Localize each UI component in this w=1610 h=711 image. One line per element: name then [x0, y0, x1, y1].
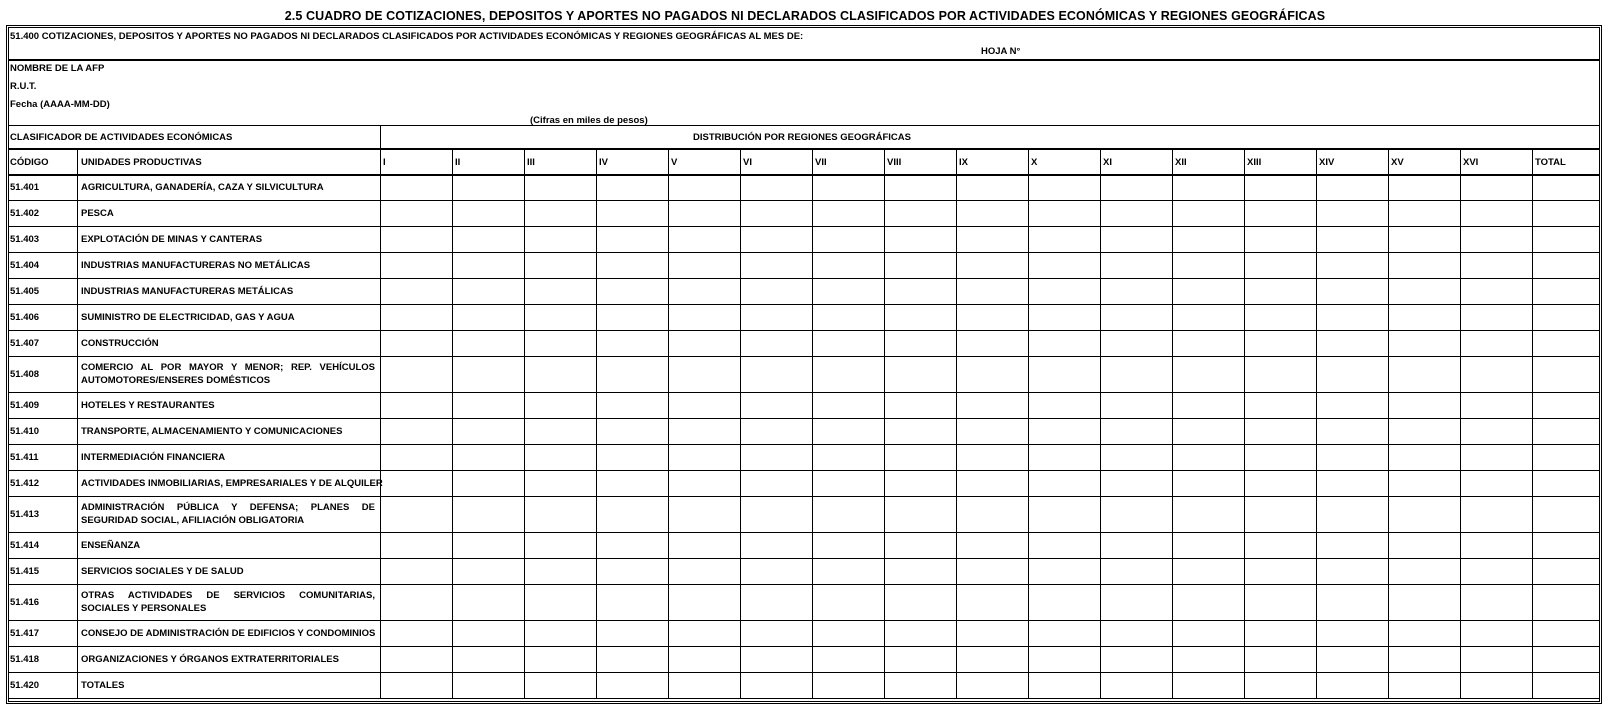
row-divider	[8, 672, 1600, 673]
row-divider	[8, 558, 1600, 559]
row-code: 51.412	[10, 478, 40, 489]
region-column-header: III	[527, 157, 535, 168]
row-description: EXPLOTACIÓN DE MINAS Y CANTERAS	[81, 234, 263, 245]
region-column-header: TOTAL	[1535, 157, 1566, 168]
region-column-header: XIII	[1247, 157, 1262, 168]
row-code: 51.413	[10, 509, 40, 520]
region-column-divider	[1028, 148, 1029, 698]
region-column-header: X	[1031, 157, 1038, 168]
row-divider	[8, 444, 1600, 445]
row-code: 51.406	[10, 312, 40, 323]
region-column-divider	[668, 148, 669, 698]
region-column-divider	[1460, 148, 1461, 698]
row-divider	[8, 356, 1600, 357]
row-description: CONSEJO DE ADMINISTRACIÓN DE EDIFICIOS Y CONDOMINIOS	[81, 628, 376, 639]
row-description: AGRICULTURA, GANADERÍA, CAZA Y SILVICULTURA	[81, 182, 324, 193]
region-column-divider	[1532, 148, 1533, 698]
header-divider	[8, 59, 1600, 61]
row-divider	[8, 620, 1600, 621]
region-column-header: II	[455, 157, 461, 168]
region-column-divider	[884, 148, 885, 698]
row-divider	[8, 226, 1600, 227]
row-code: 51.401	[10, 182, 40, 193]
row-description: ADMINISTRACIÓN PÚBLICA Y DEFENSA; PLANES DE SEGURIDAD SOCIAL, AFILIACIÓN OBLIGATORIA	[81, 502, 375, 526]
rut-label: R.U.T.	[10, 81, 37, 92]
row-description: PESCA	[81, 208, 114, 219]
row-divider	[8, 698, 1600, 699]
row-code: 51.408	[10, 369, 40, 380]
row-divider	[8, 252, 1600, 253]
row-divider	[8, 278, 1600, 279]
units-column-header: UNIDADES PRODUCTIVAS	[81, 157, 202, 168]
row-description: INTERMEDIACIÓN FINANCIERA	[81, 452, 226, 463]
row-divider	[8, 330, 1600, 331]
row-description: SERVICIOS SOCIALES Y DE SALUD	[81, 566, 244, 577]
row-code: 51.403	[10, 234, 40, 245]
row-description: TRANSPORTE, ALMACENAMIENTO Y COMUNICACIONES	[81, 426, 343, 437]
region-column-divider	[1100, 148, 1101, 698]
row-code: 51.404	[10, 260, 40, 271]
section-header: 51.400 COTIZACIONES, DEPOSITOS Y APORTES NO PAGADOS NI DECLARADOS CLASIFICADOS POR ACTIVIDADES ECONÓMICAS Y REGIONES GEOGRÁFICAS AL MES DE:	[10, 31, 804, 42]
region-column-header: XII	[1175, 157, 1187, 168]
row-description: INDUSTRIAS MANUFACTURERAS METÁLICAS	[81, 286, 294, 297]
row-divider	[8, 496, 1600, 497]
region-column-header: VII	[815, 157, 827, 168]
region-column-header: IV	[599, 157, 608, 168]
row-description: OTRAS ACTIVIDADES DE SERVICIOS COMUNITARIAS, SOCIALES Y PERSONALES	[81, 590, 375, 614]
row-description: ACTIVIDADES INMOBILIARIAS, EMPRESARIALES Y DE ALQUILER	[81, 478, 383, 489]
row-description: INDUSTRIAS MANUFACTURERAS NO METÁLICAS	[81, 260, 311, 271]
region-column-header: XIV	[1319, 157, 1335, 168]
classifier-divider	[380, 125, 381, 698]
page-title: 2.5 CUADRO DE COTIZACIONES, DEPOSITOS Y APORTES NO PAGADOS NI DECLARADOS CLASIFICADOS POR ACTIVIDADES ECONÓMICAS Y REGIONES GEOGRÁFICAS	[284, 9, 1326, 23]
region-column-divider	[1316, 148, 1317, 698]
afp-name-label: NOMBRE DE LA AFP	[10, 63, 105, 74]
region-column-divider	[1244, 148, 1245, 698]
region-column-divider	[1172, 148, 1173, 698]
region-column-header: IX	[959, 157, 968, 168]
region-column-divider	[596, 148, 597, 698]
region-column-divider	[524, 148, 525, 698]
row-description: HOTELES Y RESTAURANTES	[81, 400, 215, 411]
row-code: 51.418	[10, 654, 40, 665]
row-code: 51.405	[10, 286, 40, 297]
row-divider	[8, 646, 1600, 647]
region-column-header: XV	[1391, 157, 1404, 168]
region-column-divider	[1388, 148, 1389, 698]
row-divider	[8, 200, 1600, 201]
row-description: TOTALES	[81, 680, 125, 691]
row-divider	[8, 304, 1600, 305]
row-divider	[8, 584, 1600, 585]
row-code: 51.407	[10, 338, 40, 349]
row-code: 51.417	[10, 628, 40, 639]
row-code: 51.420	[10, 680, 40, 691]
row-code: 51.411	[10, 452, 39, 463]
region-column-divider	[740, 148, 741, 698]
date-label: Fecha (AAAA-MM-DD)	[10, 99, 110, 110]
row-divider	[8, 392, 1600, 393]
row-divider	[8, 532, 1600, 533]
header-divider	[8, 148, 1600, 150]
classifier-header: CLASIFICADOR DE ACTIVIDADES ECONÓMICAS	[10, 132, 233, 143]
row-description: COMERCIO AL POR MAYOR Y MENOR; REP. VEHÍCULOS AUTOMOTORES/ENSERES DOMÉSTICOS	[81, 362, 375, 386]
row-description: ENSEÑANZA	[81, 540, 141, 551]
row-divider	[8, 418, 1600, 419]
region-column-header: VIII	[887, 157, 902, 168]
hoja-label: HOJA N°	[981, 46, 1021, 57]
row-code: 51.415	[10, 566, 40, 577]
row-description: ORGANIZACIONES Y ÓRGANOS EXTRATERRITORIALES	[81, 654, 339, 665]
region-column-divider	[812, 148, 813, 698]
row-divider	[8, 470, 1600, 471]
row-code: 51.410	[10, 426, 40, 437]
row-description: CONSTRUCCIÓN	[81, 338, 159, 349]
code-column-divider	[77, 148, 78, 698]
row-code: 51.402	[10, 208, 40, 219]
units-note: (Cifras en miles de pesos)	[530, 115, 648, 126]
header-divider	[8, 125, 1600, 126]
region-column-header: XI	[1103, 157, 1112, 168]
row-divider	[8, 174, 1600, 176]
row-description: SUMINISTRO DE ELECTRICIDAD, GAS Y AGUA	[81, 312, 295, 323]
region-column-header: I	[383, 157, 386, 168]
row-code: 51.409	[10, 400, 40, 411]
region-column-header: VI	[743, 157, 752, 168]
code-column-header: CÓDIGO	[10, 157, 49, 168]
row-code: 51.416	[10, 597, 40, 608]
region-column-divider	[956, 148, 957, 698]
row-code: 51.414	[10, 540, 40, 551]
distribution-header: DISTRIBUCIÓN POR REGIONES GEOGRÁFICAS	[693, 132, 911, 143]
region-column-divider	[452, 148, 453, 698]
region-column-header: XVI	[1463, 157, 1479, 168]
region-column-header: V	[671, 157, 678, 168]
